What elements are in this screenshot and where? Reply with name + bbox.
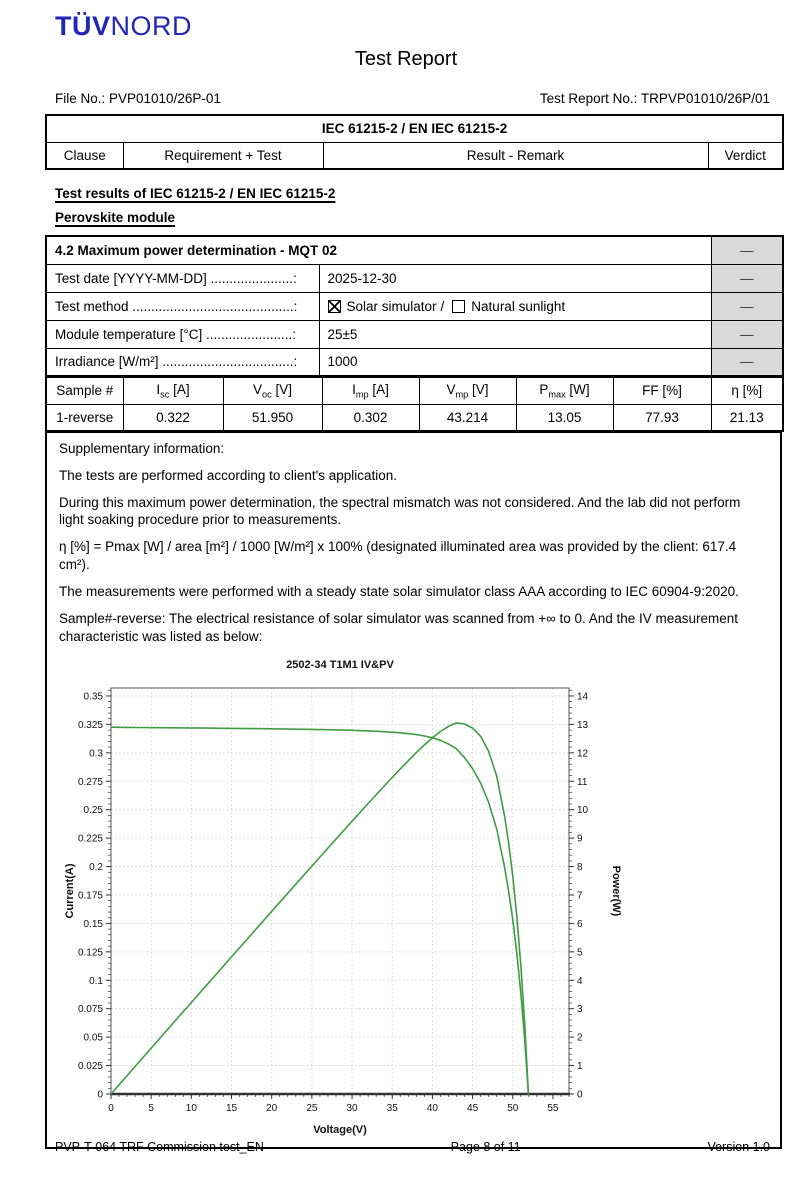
header-unit: [A] (169, 381, 190, 397)
y-right-tick-label: 6 (577, 919, 583, 931)
y-left-tick-label: 0.3 (89, 748, 103, 760)
x-tick-label: 45 (467, 1103, 479, 1115)
mqt02-section-title: 4.2 Maximum power determination - MQT 02 (46, 236, 711, 264)
eta-value-cell: 21.13 (711, 404, 783, 431)
imp-value-cell: 0.302 (322, 404, 419, 431)
heading-test-results: Test results of IEC 61215-2 / EN IEC 61215-2 (55, 186, 336, 201)
table-row-test-date (46, 264, 783, 292)
x-tick-label: 5 (148, 1103, 154, 1115)
sample-id-cell: 1-reverse (46, 404, 123, 431)
header-text: η (731, 383, 739, 399)
ff-value-cell: 77.93 (613, 404, 711, 431)
header-unit: [A] (368, 381, 389, 397)
x-tick-label: 35 (386, 1103, 398, 1115)
header-unit: [%] (738, 383, 763, 399)
y-right-tick-label: 9 (577, 833, 583, 845)
col-header-ff (613, 377, 711, 404)
verdict-dash: — (711, 320, 783, 348)
x-tick-label: 30 (346, 1103, 358, 1115)
header-unit: [V] (271, 381, 292, 397)
supplementary-paragraph-5: Sample#-reverse: The electrical resistance of solar simulator was scanned from +∞ to 0. And the IV measurement characteristic was listed as below: (59, 610, 739, 644)
y-left-tick-label: 0.325 (77, 720, 103, 732)
test-method-option-natural: Natural sunlight (471, 298, 566, 314)
y-left-axis-label: Current(A) (64, 863, 76, 919)
x-tick-label: 40 (426, 1103, 438, 1115)
header-subscript: max (548, 389, 566, 400)
col-header-vmp (419, 377, 516, 404)
header-text: I (156, 381, 161, 397)
x-tick-label: 10 (185, 1103, 197, 1115)
col-header-requirement: Requirement + Test (123, 142, 323, 169)
x-tick-label: 20 (266, 1103, 278, 1115)
y-right-tick-label: 7 (577, 890, 583, 902)
header-subscript: mp (455, 389, 469, 400)
x-tick-label: 50 (507, 1103, 519, 1115)
verdict-dash: — (711, 292, 783, 320)
standard-title: IEC 61215-2 / EN IEC 61215-2 (46, 115, 783, 142)
header-unit: [%] (658, 383, 682, 399)
y-right-tick-label: 12 (577, 748, 589, 760)
header-unit: [V] (468, 381, 489, 397)
y-left-tick-label: 0.25 (83, 805, 103, 817)
mqt02-result-table (45, 235, 784, 377)
col-header-eta (711, 377, 783, 404)
test-method-option-solar: Solar simulator (346, 298, 437, 314)
supplementary-information-box (45, 431, 782, 1149)
header-subscript: sc (160, 389, 170, 400)
y-right-tick-label: 4 (577, 976, 583, 988)
supplementary-paragraph-2: During this maximum power determination, the spectral mismatch was not considered. And the lab did not perform light soaking procedure prior to measurements. (59, 494, 741, 528)
header-subscript: mp (355, 389, 369, 400)
standard-header-table (45, 114, 784, 170)
module-temperature-label: Module temperature [°C] .......................: (46, 320, 319, 348)
standard-title-row (46, 115, 783, 142)
y-left-tick-label: 0.025 (77, 1061, 103, 1073)
sample-table-header-row (46, 377, 783, 404)
y-right-tick-label: 13 (577, 720, 589, 732)
y-left-tick-label: 0.2 (89, 862, 103, 874)
checkbox-natural-sunlight-unchecked-icon (452, 300, 465, 313)
y-left-tick-label: 0.125 (77, 947, 103, 959)
test-date-value: 2025-12-30 (319, 264, 711, 292)
verdict-dash: — (711, 348, 783, 376)
file-number: File No.: PVP01010/26P-01 (55, 91, 221, 106)
table-row-irradiance (46, 348, 783, 376)
verdict-dash: — (711, 264, 783, 292)
y-left-tick-label: 0.35 (83, 691, 103, 703)
header-text: FF (642, 383, 659, 399)
y-right-tick-label: 1 (577, 1061, 583, 1073)
y-right-tick-label: 5 (577, 947, 583, 959)
page-title: Test Report (354, 48, 458, 70)
pmax-value-cell: 13.05 (516, 404, 613, 431)
y-left-tick-label: 0 (97, 1089, 103, 1101)
iv-pv-chart (61, 654, 621, 1140)
y-right-tick-label: 11 (577, 777, 588, 789)
test-date-label: Test date [YYYY-MM-DD] ......................: (46, 264, 319, 292)
voc-value-cell: 51.950 (223, 404, 322, 431)
supplementary-paragraph-4: The measurements were performed with a steady state solar simulator class AAA according to IEC 60904-9:2020. (59, 583, 739, 599)
y-left-tick-label: 0.1 (89, 976, 103, 988)
header-text: Sample # (56, 383, 114, 399)
y-left-tick-label: 0.075 (77, 1004, 103, 1016)
module-temperature-value: 25±5 (319, 320, 711, 348)
header-text: V (253, 381, 263, 397)
logo-nord-text: NORD (110, 11, 192, 41)
iv-curve-line (111, 728, 528, 1095)
y-left-tick-label: 0.275 (77, 777, 103, 789)
col-header-pmax (516, 377, 613, 404)
col-header-verdict: Verdict (708, 142, 783, 169)
irradiance-label: Irradiance [W/m²] ...................................: (46, 348, 319, 376)
x-tick-label: 0 (108, 1103, 114, 1115)
vmp-value-cell: 43.214 (419, 404, 516, 431)
header-unit: [W] (565, 381, 590, 397)
sample-measurement-table (45, 376, 784, 432)
supplementary-paragraph-3: η [%] = Pmax [W] / area [m²] / 1000 [W/m²] x 100% (designated illuminated area was provided by the client: 617.4 cm²). (59, 539, 737, 573)
sample-data-row (46, 404, 783, 431)
header-text: I (352, 381, 356, 397)
y-right-tick-label: 0 (577, 1089, 583, 1101)
x-tick-label: 15 (225, 1103, 238, 1115)
test-report-number: Test Report No.: TRPVP01010/26P/01 (539, 91, 770, 106)
x-tick-label: 55 (547, 1103, 559, 1115)
y-left-tick-label: 0.05 (83, 1032, 103, 1044)
test-method-label: Test method ...........................................: (46, 292, 319, 320)
chart-title: 2502-34 T1M1 IV&PV (286, 659, 394, 672)
plot-frame (111, 688, 569, 1094)
table-row-test-method (46, 292, 783, 320)
y-right-tick-label: 2 (577, 1032, 583, 1044)
isc-value-cell: 0.322 (123, 404, 223, 431)
footer-document-id: PVP-T-064 TRF Commission test_EN (55, 1140, 264, 1154)
tuv-nord-logo (55, 10, 812, 42)
file-number-row (0, 71, 812, 114)
page-footer (0, 1140, 812, 1154)
col-header-voc (223, 377, 322, 404)
col-header-result: Result - Remark (323, 142, 708, 169)
table-row-section (46, 236, 783, 264)
test-method-separator: / (440, 298, 445, 314)
verdict-dash: — (711, 236, 783, 264)
table-row-module-temperature (46, 320, 783, 348)
supplementary-title: Supplementary information: (59, 441, 225, 456)
y-left-tick-label: 0.15 (83, 919, 103, 931)
checkbox-solar-simulator-checked-icon (328, 300, 341, 313)
y-right-tick-label: 3 (577, 1004, 583, 1016)
y-right-tick-label: 10 (577, 805, 589, 817)
pv-curve-line (111, 723, 528, 1094)
header-text: V (446, 381, 456, 397)
col-header-imp (322, 377, 419, 404)
x-tick-label: 25 (306, 1103, 318, 1115)
y-left-tick-label: 0.175 (77, 890, 103, 902)
col-header-sample (46, 377, 123, 404)
footer-page-number: Page 8 of 11 (450, 1140, 521, 1154)
y-left-tick-label: 0.225 (77, 833, 103, 845)
y-right-tick-label: 14 (577, 691, 589, 703)
irradiance-value: 1000 (319, 348, 711, 376)
header-text: P (539, 381, 549, 397)
x-axis-label: Voltage(V) (313, 1124, 367, 1137)
col-header-isc (123, 377, 223, 404)
logo-tuv-text: TÜV (55, 11, 111, 41)
iv-pv-chart-container (61, 654, 768, 1143)
section-headings (55, 186, 812, 225)
col-header-clause: Clause (46, 142, 123, 169)
standard-columns-row (46, 142, 783, 169)
test-method-value (319, 292, 711, 320)
y-right-tick-label: 8 (577, 862, 583, 874)
supplementary-paragraph-1: The tests are performed according to client's application. (59, 467, 398, 483)
footer-version: Version 1.0 (707, 1140, 770, 1154)
header-subscript: oc (262, 389, 272, 400)
heading-module-type: Perovskite module (55, 210, 176, 225)
y-right-axis-label: Power(W) (610, 865, 621, 917)
